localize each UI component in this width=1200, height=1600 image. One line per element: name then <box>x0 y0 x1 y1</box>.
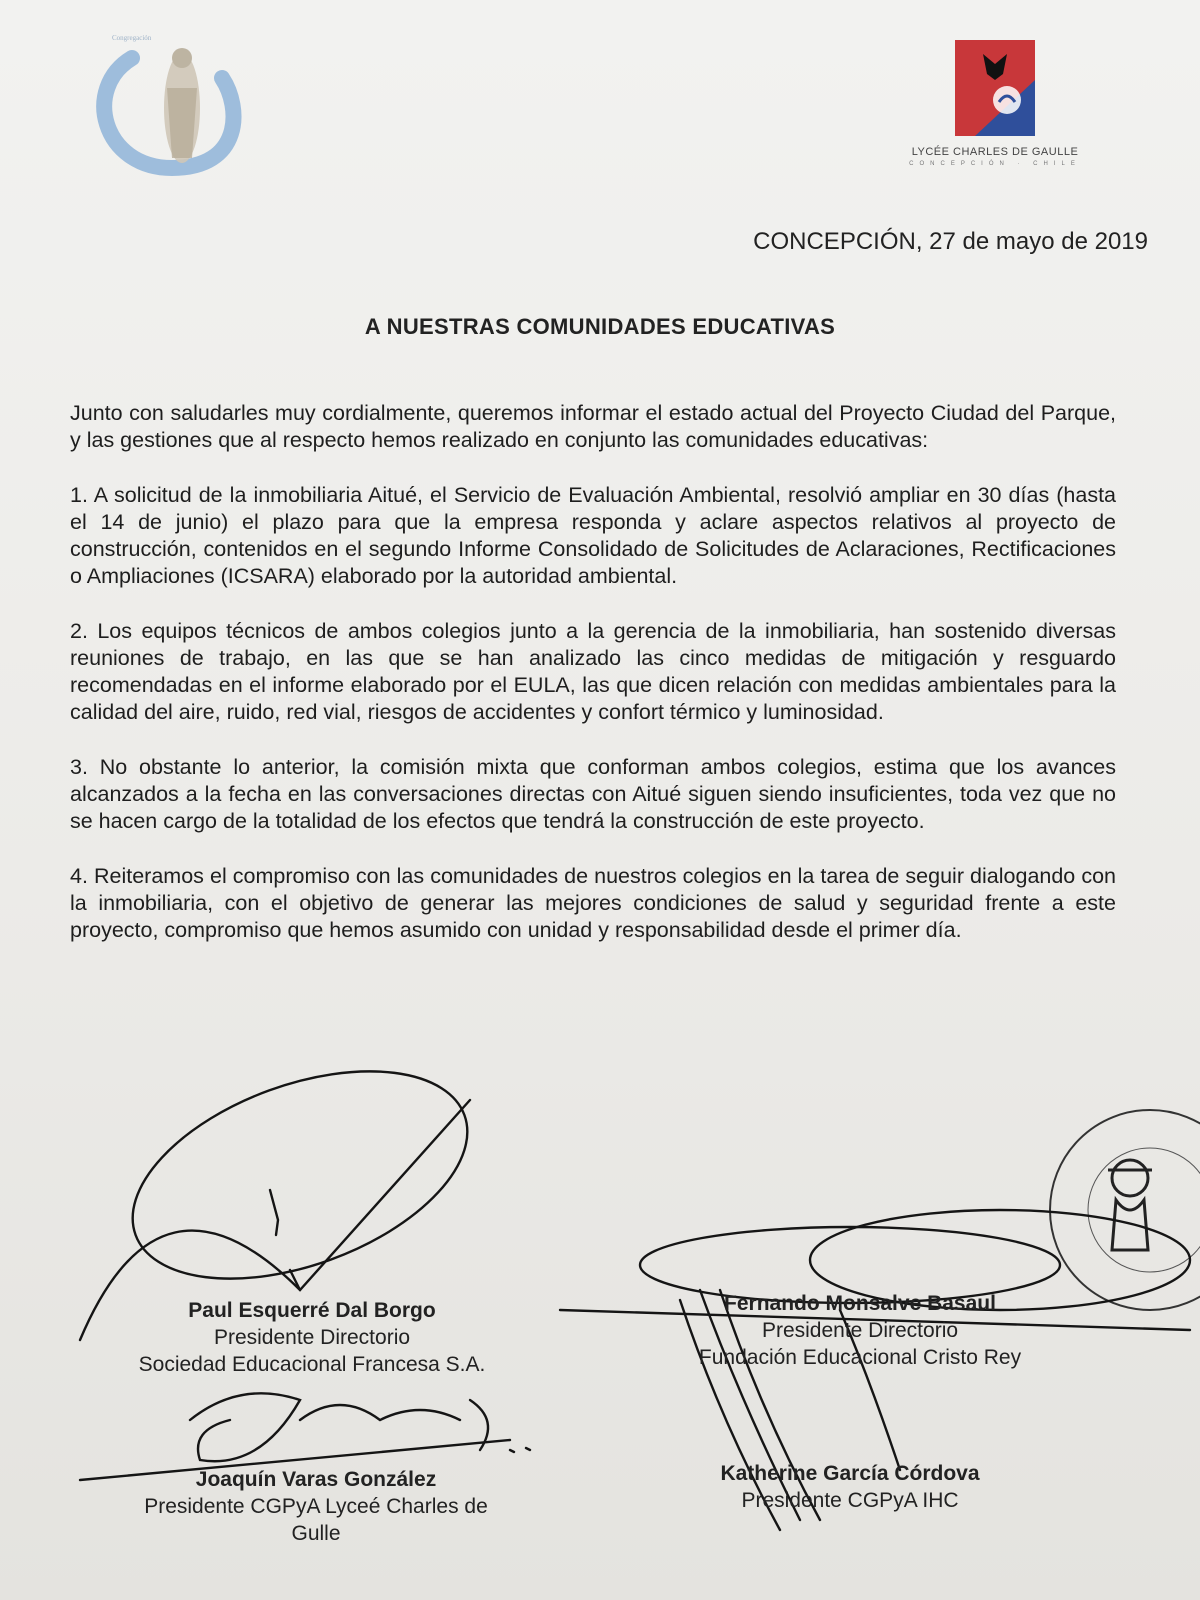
letter-date: CONCEPCIÓN, 27 de mayo de 2019 <box>753 228 1148 255</box>
letter-title: A NUESTRAS COMUNIDADES EDUCATIVAS <box>364 314 836 339</box>
school-right-city: CONCEPCIÓN · CHILE <box>909 161 1081 167</box>
paragraph-4: 4. Reiteramos el compromiso con las comunidades de nuestros colegios en la tarea de seguir dialogando con la inmobiliaria, con el objetivo de generar las mejores condiciones de salud y seguridad frente a este proyecto, compromiso que hemos asumido con unidad y responsabilidad desde el primer día. <box>70 864 1116 942</box>
paragraph-2: 2. Los equipos técnicos de ambos colegios junto a la gerencia de la inmobiliaria, han sostenido diversas reuniones de trabajo, en las que se han analizado las cinco medidas de mitigación y resguardo recomendadas en el informe elaborado por el EULA, las que dicen relación con medidas ambientales para la calidad del aire, ruido, red vial, riesgos de accidentes y confort térmico y luminosidad. <box>70 619 1116 724</box>
paragraph-1: 1. A solicitud de la inmobiliaria Aitué, el Servicio de Evaluación Ambiental, resolvió ampliar en 30 días (hasta el 14 de junio) el plazo para que la empresa responda y aclare aspectos relativos al proyecto de construcción, contenidos en el segundo Informe Consolidado de Solicitudes de Aclaraciones, Rectificaciones o Ampliaciones (ICSARA) elaborado por la autoridad ambiental. <box>70 483 1116 588</box>
signatory-1-name: Paul Esquerré Dal Borgo <box>188 1299 436 1322</box>
signatory-1-role: Presidente Directorio <box>213 1326 411 1349</box>
school-logo-left <box>92 28 252 178</box>
lycee-crest-icon <box>955 40 1035 136</box>
school-logo-right <box>900 40 1090 190</box>
svg-text:Congregación: Congregación <box>112 34 152 42</box>
letter-body <box>70 400 1116 972</box>
signatory-4-name: Katherine García Córdova <box>720 1462 980 1485</box>
signatory-2-org: Fundación Educacional Cristo Rey <box>698 1346 1022 1369</box>
signatory-3 <box>96 1466 536 1547</box>
signatory-3-role: Presidente CGPyA Lyceé Charles de <box>144 1495 488 1518</box>
signatory-1 <box>92 1297 532 1378</box>
school-right-name: LYCÉE CHARLES DE GAULLE <box>911 146 1079 158</box>
signatory-3-name: Joaquín Varas González <box>195 1468 437 1491</box>
paragraph-3: 3. No obstante lo anterior, la comisión mixta que conforman ambos colegios, estima que los avances alcanzados a la fecha en las conversaciones directas con Aitué siguen siendo insuficientes, toda vez que no se hacen cargo de la totalidad de los efectos que tendrá la construcción de este proyecto. <box>70 755 1116 833</box>
signatory-2-role: Presidente Directorio <box>761 1319 959 1342</box>
signatory-4-role: Presidente CGPyA IHC <box>741 1489 959 1512</box>
signatory-4 <box>630 1460 1070 1514</box>
signatory-1-org: Sociedad Educacional Francesa S.A. <box>138 1353 486 1376</box>
paragraph-intro: Junto con saludarles muy cordialmente, queremos informar el estado actual del Proyecto Ciudad del Parque, y las gestiones que al respecto hemos realizado en conjunto las comunidades educativas: <box>70 401 1116 452</box>
signatory-2 <box>640 1290 1080 1371</box>
signatory-2-name: Fernando Monsalve Basaul <box>724 1292 996 1315</box>
signatory-3-org: Gulle <box>291 1522 341 1545</box>
